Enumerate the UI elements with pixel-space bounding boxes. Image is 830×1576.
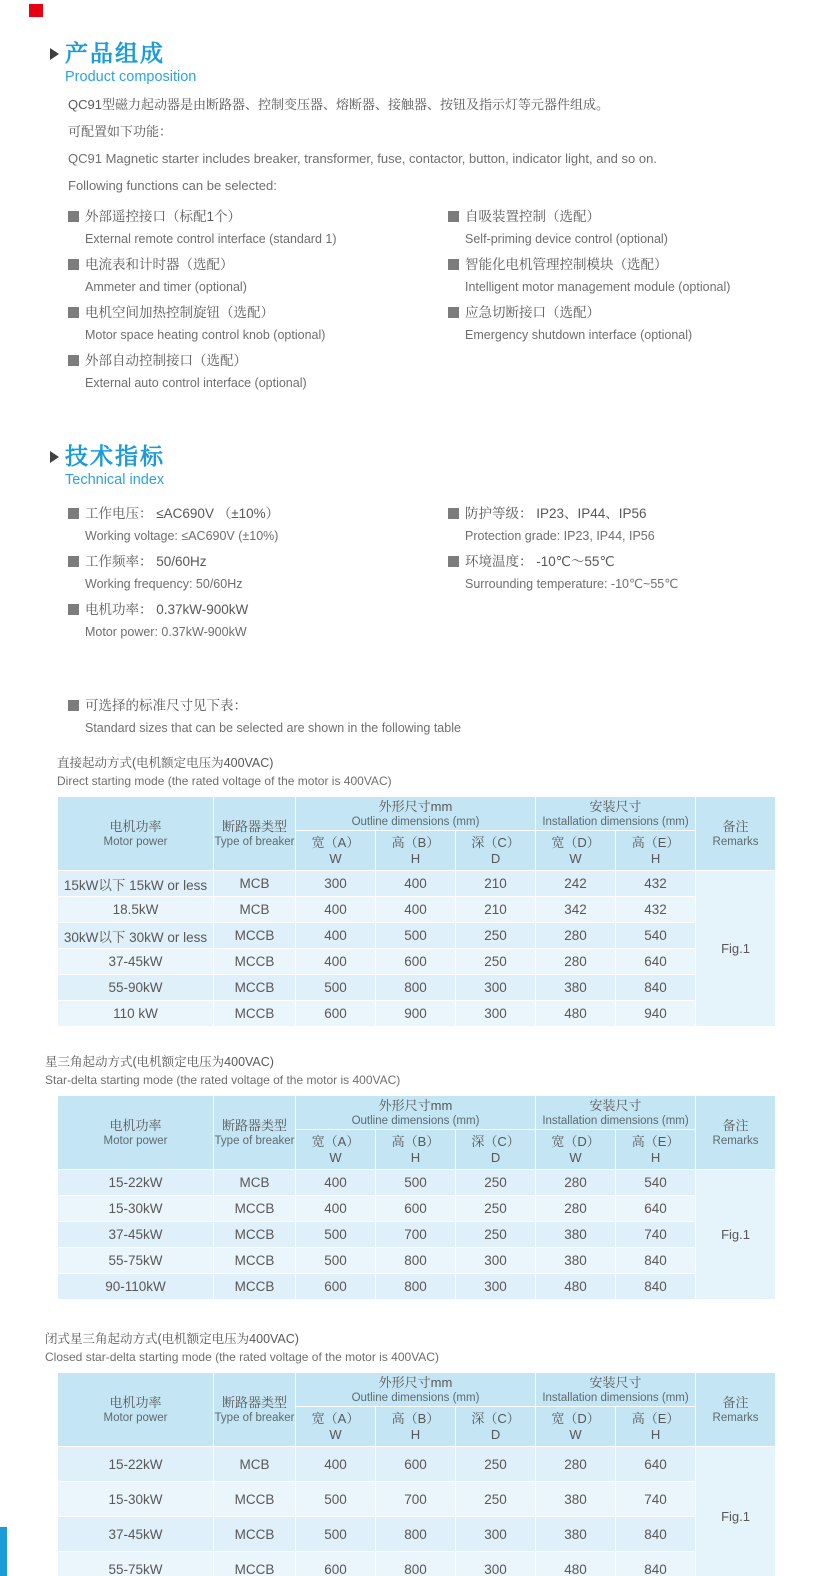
- triangle-bullet-icon: [50, 48, 59, 60]
- table-cell: 480: [536, 1274, 616, 1300]
- table-cell: 250: [456, 923, 536, 949]
- table-cell: 15kW以下 15kW or less: [58, 871, 214, 897]
- table-caption-en: Direct starting mode (the rated voltage of the motor is 400VAC): [57, 774, 392, 788]
- size-note-en: Standard sizes that can be selected are shown in the following table: [85, 721, 461, 735]
- table-cell: 380: [536, 1517, 616, 1552]
- table-cell: 800: [376, 1552, 456, 1576]
- table-cell: 600: [376, 1196, 456, 1222]
- table-cell: 55-90kW: [58, 975, 214, 1001]
- table-cell: 400: [376, 871, 456, 897]
- table-head: [58, 797, 776, 871]
- table-cell: 250: [456, 1222, 536, 1248]
- table-body: [58, 871, 776, 1027]
- table-cell: 300: [456, 1274, 536, 1300]
- col-header-motor-power: 电机功率 Motor power: [58, 797, 214, 871]
- table-cell: 280: [536, 949, 616, 975]
- table-head: [58, 1373, 776, 1447]
- square-bullet-icon: [448, 508, 459, 519]
- section-technical-index: [50, 443, 830, 646]
- table-row: [58, 871, 776, 897]
- table-cell: 400: [296, 897, 376, 923]
- feature-en: Ammeter and timer (optional): [85, 280, 247, 294]
- square-bullet-icon: [448, 259, 459, 270]
- table-cell: 500: [296, 1482, 376, 1517]
- square-bullet-icon: [68, 355, 79, 366]
- table-row: [58, 1552, 776, 1576]
- table-cell: 600: [296, 1001, 376, 1027]
- table-cell: 300: [456, 1552, 536, 1576]
- table-cell: 90-110kW: [58, 1274, 214, 1300]
- table-cell: 500: [376, 923, 456, 949]
- table-cell: 940: [616, 1001, 696, 1027]
- page-corner-marker: [29, 4, 43, 17]
- square-bullet-icon: [68, 307, 79, 318]
- table-row: [58, 897, 776, 923]
- table-caption-en: Star-delta starting mode (the rated voltage of the motor is 400VAC): [45, 1073, 401, 1087]
- table-cell: MCB: [214, 897, 296, 923]
- table-cell: 242: [536, 871, 616, 897]
- col-header-outline-dimensions: 外形尺寸mm Outline dimensions (mm): [296, 1096, 536, 1130]
- feature-en: Intelligent motor management module (optional): [465, 280, 731, 294]
- table-cell: 900: [376, 1001, 456, 1027]
- table-cell: 15-30kW: [58, 1482, 214, 1517]
- table-cell: 640: [616, 949, 696, 975]
- feature-cn: 智能化电机管理控制模块（选配）: [465, 257, 668, 272]
- table-cell: MCCB: [214, 1482, 296, 1517]
- table-cell: 55-75kW: [58, 1552, 214, 1576]
- table-cell: 740: [616, 1222, 696, 1248]
- col-header-depth-c: 深（C） D: [456, 831, 536, 871]
- spec-cn: 工作电压： ≤AC690V （±10%）: [85, 506, 280, 521]
- feature-item: [68, 205, 448, 251]
- col-header-height-b: 高（B） H: [376, 831, 456, 871]
- table-cell: 55-75kW: [58, 1248, 214, 1274]
- table-row: [58, 1482, 776, 1517]
- star-delta-starting-table: [57, 1095, 776, 1300]
- table-cell: 380: [536, 1248, 616, 1274]
- spec-en: Surrounding temperature: -10℃~55℃: [465, 577, 679, 591]
- feature-en: External auto control interface (optional): [85, 376, 307, 390]
- page-edge-bar: [0, 1527, 7, 1576]
- table-cell: 400: [296, 1170, 376, 1196]
- composition-intro: [68, 97, 830, 193]
- square-bullet-icon: [68, 604, 79, 615]
- spec-en: Protection grade: IP23, IP44, IP56: [465, 529, 655, 543]
- table-cell: 380: [536, 975, 616, 1001]
- table-cell: MCB: [214, 1170, 296, 1196]
- table-cell: 210: [456, 897, 536, 923]
- table-cell: 800: [376, 1517, 456, 1552]
- size-note-cn: 可选择的标准尺寸见下表：: [85, 698, 247, 713]
- table-row: [58, 1274, 776, 1300]
- section-header: [50, 40, 830, 66]
- table-cell: 342: [536, 897, 616, 923]
- table-cell: MCCB: [214, 949, 296, 975]
- table-cell: 400: [296, 923, 376, 949]
- col-header-motor-power: 电机功率 Motor power: [58, 1373, 214, 1447]
- size-note: [68, 694, 830, 740]
- table-caption: [45, 1053, 830, 1089]
- feature-item: [448, 253, 830, 299]
- section-title-en: Technical index: [65, 472, 165, 488]
- feature-column-right: [448, 205, 830, 397]
- feature-cn: 外部遥控接口（标配1个）: [85, 209, 242, 224]
- table-cell: 210: [456, 871, 536, 897]
- col-header-remarks: 备注 Remarks: [696, 1373, 776, 1447]
- table-cell: 840: [616, 1248, 696, 1274]
- col-header-width-d: 宽（D） W: [536, 1130, 616, 1170]
- table-cell: 500: [296, 1517, 376, 1552]
- direct-starting-table: [57, 796, 776, 1027]
- feature-column-left: [68, 205, 448, 397]
- table-caption-cn: 直接起动方式(电机额定电压为400VAC): [57, 756, 274, 770]
- table-cell: 540: [616, 1170, 696, 1196]
- table-cell: 250: [456, 1196, 536, 1222]
- col-header-outline-dimensions: 外形尺寸mm Outline dimensions (mm): [296, 1373, 536, 1407]
- feature-columns: [68, 205, 830, 397]
- triangle-bullet-icon: [50, 451, 59, 463]
- table-row: [58, 923, 776, 949]
- table-cell: 250: [456, 1482, 536, 1517]
- table-cell: 600: [296, 1552, 376, 1576]
- table-cell: 840: [616, 1552, 696, 1576]
- section-title-cn: 技术指标: [65, 443, 165, 469]
- section-header: [50, 443, 830, 469]
- table-cell: 400: [296, 949, 376, 975]
- square-bullet-icon: [448, 211, 459, 222]
- spec-cn: 防护等级： IP23、IP44、IP56: [465, 506, 647, 521]
- table-cell: 37-45kW: [58, 949, 214, 975]
- table-row: [58, 949, 776, 975]
- feature-en: External remote control interface (standard 1): [85, 232, 337, 246]
- table-cell: 840: [616, 975, 696, 1001]
- table-row: [58, 1001, 776, 1027]
- intro-line: Following functions can be selected:: [68, 178, 277, 193]
- feature-cn: 电流表和计时器（选配）: [85, 257, 234, 272]
- table-cell: MCCB: [214, 975, 296, 1001]
- feature-en: Motor space heating control knob (optional): [85, 328, 326, 342]
- table-caption-cn: 星三角起动方式(电机额定电压为400VAC): [45, 1055, 274, 1069]
- spec-cn: 工作频率： 50/60Hz: [85, 554, 207, 569]
- col-header-width-d: 宽（D） W: [536, 831, 616, 871]
- table-cell: 500: [296, 1248, 376, 1274]
- table-row: [58, 975, 776, 1001]
- feature-item: [448, 301, 830, 347]
- spec-item: [68, 550, 448, 596]
- feature-item: [68, 253, 448, 299]
- table-cell: MCCB: [214, 1196, 296, 1222]
- table-row: [58, 1170, 776, 1196]
- table-cell: 380: [536, 1222, 616, 1248]
- feature-item: [448, 205, 830, 251]
- feature-en: Emergency shutdown interface (optional): [465, 328, 693, 342]
- col-header-installation-dimensions: 安装尺寸 Installation dimensions (mm): [536, 797, 696, 831]
- table-cell: 15-22kW: [58, 1447, 214, 1482]
- square-bullet-icon: [68, 211, 79, 222]
- spec-cn: 环境温度： -10℃～55℃: [465, 554, 615, 569]
- table-cell: 30kW以下 30kW or less: [58, 923, 214, 949]
- table-cell: 840: [616, 1274, 696, 1300]
- table-cell: 15-22kW: [58, 1170, 214, 1196]
- col-header-height-e: 高（E） H: [616, 831, 696, 871]
- intro-line: QC91 Magnetic starter includes breaker, transformer, fuse, contactor, button, indicator light, and so on.: [68, 151, 657, 166]
- spec-columns: [68, 502, 830, 646]
- table-cell: 250: [456, 1170, 536, 1196]
- intro-line: QC91型磁力起动器是由断路器、控制变压器、熔断器、接触器、按钮及指示灯等元器件组成。: [68, 97, 609, 112]
- table-body: [58, 1170, 776, 1300]
- col-header-installation-dimensions: 安装尺寸 Installation dimensions (mm): [536, 1096, 696, 1130]
- table-cell: MCCB: [214, 1001, 296, 1027]
- table-cell: 400: [296, 1447, 376, 1482]
- feature-cn: 电机空间加热控制旋钮（选配）: [85, 305, 274, 320]
- table-cell: 280: [536, 1196, 616, 1222]
- col-header-height-e: 高（E） H: [616, 1407, 696, 1447]
- table-cell: 600: [376, 949, 456, 975]
- table-cell: 110 kW: [58, 1001, 214, 1027]
- table-cell: 37-45kW: [58, 1222, 214, 1248]
- table-cell: 400: [376, 897, 456, 923]
- table-cell: 840: [616, 1517, 696, 1552]
- spec-item: [448, 550, 830, 596]
- table-cell: MCCB: [214, 1274, 296, 1300]
- col-header-height-b: 高（B） H: [376, 1407, 456, 1447]
- table-caption-cn: 闭式星三角起动方式(电机额定电压为400VAC): [45, 1332, 299, 1346]
- table-cell: MCCB: [214, 1222, 296, 1248]
- spec-en: Working voltage: ≤AC690V (±10%): [85, 529, 279, 543]
- table-cell: MCCB: [214, 1517, 296, 1552]
- square-bullet-icon: [68, 700, 79, 711]
- table-row: [58, 1517, 776, 1552]
- table-cell: 640: [616, 1196, 696, 1222]
- remark-cell: Fig.1: [696, 1170, 776, 1300]
- col-header-installation-dimensions: 安装尺寸 Installation dimensions (mm): [536, 1373, 696, 1407]
- square-bullet-icon: [68, 259, 79, 270]
- table-cell: 300: [456, 1517, 536, 1552]
- square-bullet-icon: [448, 307, 459, 318]
- table-cell: 600: [296, 1274, 376, 1300]
- table-body: [58, 1447, 776, 1576]
- col-header-width-a: 宽（A） W: [296, 1407, 376, 1447]
- table-cell: MCCB: [214, 1552, 296, 1576]
- feature-cn: 自吸装置控制（选配）: [465, 209, 600, 224]
- table-cell: 500: [296, 975, 376, 1001]
- section-title-cn: 产品组成: [65, 40, 165, 66]
- feature-en: Self-priming device control (optional): [465, 232, 668, 246]
- intro-line: 可配置如下功能：: [68, 124, 173, 139]
- feature-cn: 外部自动控制接口（选配）: [85, 353, 247, 368]
- table-cell: 540: [616, 923, 696, 949]
- table-row: [58, 1196, 776, 1222]
- table-cell: 700: [376, 1222, 456, 1248]
- feature-item: [68, 349, 448, 395]
- table-caption: [45, 1330, 830, 1366]
- table-row: [58, 1222, 776, 1248]
- table-cell: 500: [296, 1222, 376, 1248]
- spec-en: Working frequency: 50/60Hz: [85, 577, 243, 591]
- feature-item: [68, 301, 448, 347]
- col-header-width-d: 宽（D） W: [536, 1407, 616, 1447]
- table-cell: 640: [616, 1447, 696, 1482]
- table-cell: 300: [456, 1248, 536, 1274]
- table-cell: 300: [456, 1001, 536, 1027]
- table-cell: 480: [536, 1552, 616, 1576]
- col-header-remarks: 备注 Remarks: [696, 1096, 776, 1170]
- table-row: [58, 1248, 776, 1274]
- table-cell: MCB: [214, 871, 296, 897]
- table-cell: 250: [456, 949, 536, 975]
- spec-column-right: [448, 502, 830, 646]
- square-bullet-icon: [68, 556, 79, 567]
- col-header-width-a: 宽（A） W: [296, 831, 376, 871]
- table-cell: 380: [536, 1482, 616, 1517]
- spec-item: [68, 502, 448, 548]
- table-cell: 800: [376, 975, 456, 1001]
- col-header-height-b: 高（B） H: [376, 1130, 456, 1170]
- closed-star-delta-starting-table: [57, 1372, 776, 1576]
- table-cell: MCB: [214, 1447, 296, 1482]
- table-cell: 600: [376, 1447, 456, 1482]
- table-cell: 280: [536, 1170, 616, 1196]
- table-cell: 18.5kW: [58, 897, 214, 923]
- section-title-en: Product composition: [65, 69, 197, 85]
- table-caption: [57, 754, 830, 790]
- square-bullet-icon: [68, 508, 79, 519]
- feature-cn: 应急切断接口（选配）: [465, 305, 600, 320]
- col-header-width-a: 宽（A） W: [296, 1130, 376, 1170]
- table-cell: 432: [616, 871, 696, 897]
- table-cell: 480: [536, 1001, 616, 1027]
- col-header-breaker-type: 断路器类型 Type of breaker: [214, 1373, 296, 1447]
- table-cell: 280: [536, 1447, 616, 1482]
- table-cell: 432: [616, 897, 696, 923]
- table-cell: 250: [456, 1447, 536, 1482]
- col-header-depth-c: 深（C） D: [456, 1407, 536, 1447]
- table-cell: 800: [376, 1248, 456, 1274]
- col-header-breaker-type: 断路器类型 Type of breaker: [214, 1096, 296, 1170]
- table-cell: 280: [536, 923, 616, 949]
- col-header-outline-dimensions: 外形尺寸mm Outline dimensions (mm): [296, 797, 536, 831]
- col-header-motor-power: 电机功率 Motor power: [58, 1096, 214, 1170]
- remark-cell: Fig.1: [696, 871, 776, 1027]
- remark-cell: Fig.1: [696, 1447, 776, 1576]
- table-cell: MCCB: [214, 923, 296, 949]
- table-cell: 300: [456, 975, 536, 1001]
- spec-column-left: [68, 502, 448, 646]
- table-cell: 300: [296, 871, 376, 897]
- table-head: [58, 1096, 776, 1170]
- spec-item: [68, 598, 448, 644]
- table-cell: 400: [296, 1196, 376, 1222]
- table-cell: MCCB: [214, 1248, 296, 1274]
- spec-en: Motor power: 0.37kW-900kW: [85, 625, 247, 639]
- table-cell: 800: [376, 1274, 456, 1300]
- table-cell: 740: [616, 1482, 696, 1517]
- table-row: [58, 1447, 776, 1482]
- col-header-depth-c: 深（C） D: [456, 1130, 536, 1170]
- col-header-remarks: 备注 Remarks: [696, 797, 776, 871]
- spec-cn: 电机功率： 0.37kW-900kW: [85, 602, 249, 617]
- square-bullet-icon: [448, 556, 459, 567]
- section-product-composition: [50, 0, 830, 397]
- table-cell: 500: [376, 1170, 456, 1196]
- col-header-breaker-type: 断路器类型 Type of breaker: [214, 797, 296, 871]
- col-header-height-e: 高（E） H: [616, 1130, 696, 1170]
- table-caption-en: Closed star-delta starting mode (the rated voltage of the motor is 400VAC): [45, 1350, 439, 1364]
- table-cell: 15-30kW: [58, 1196, 214, 1222]
- table-cell: 37-45kW: [58, 1517, 214, 1552]
- table-cell: 700: [376, 1482, 456, 1517]
- spec-item: [448, 502, 830, 548]
